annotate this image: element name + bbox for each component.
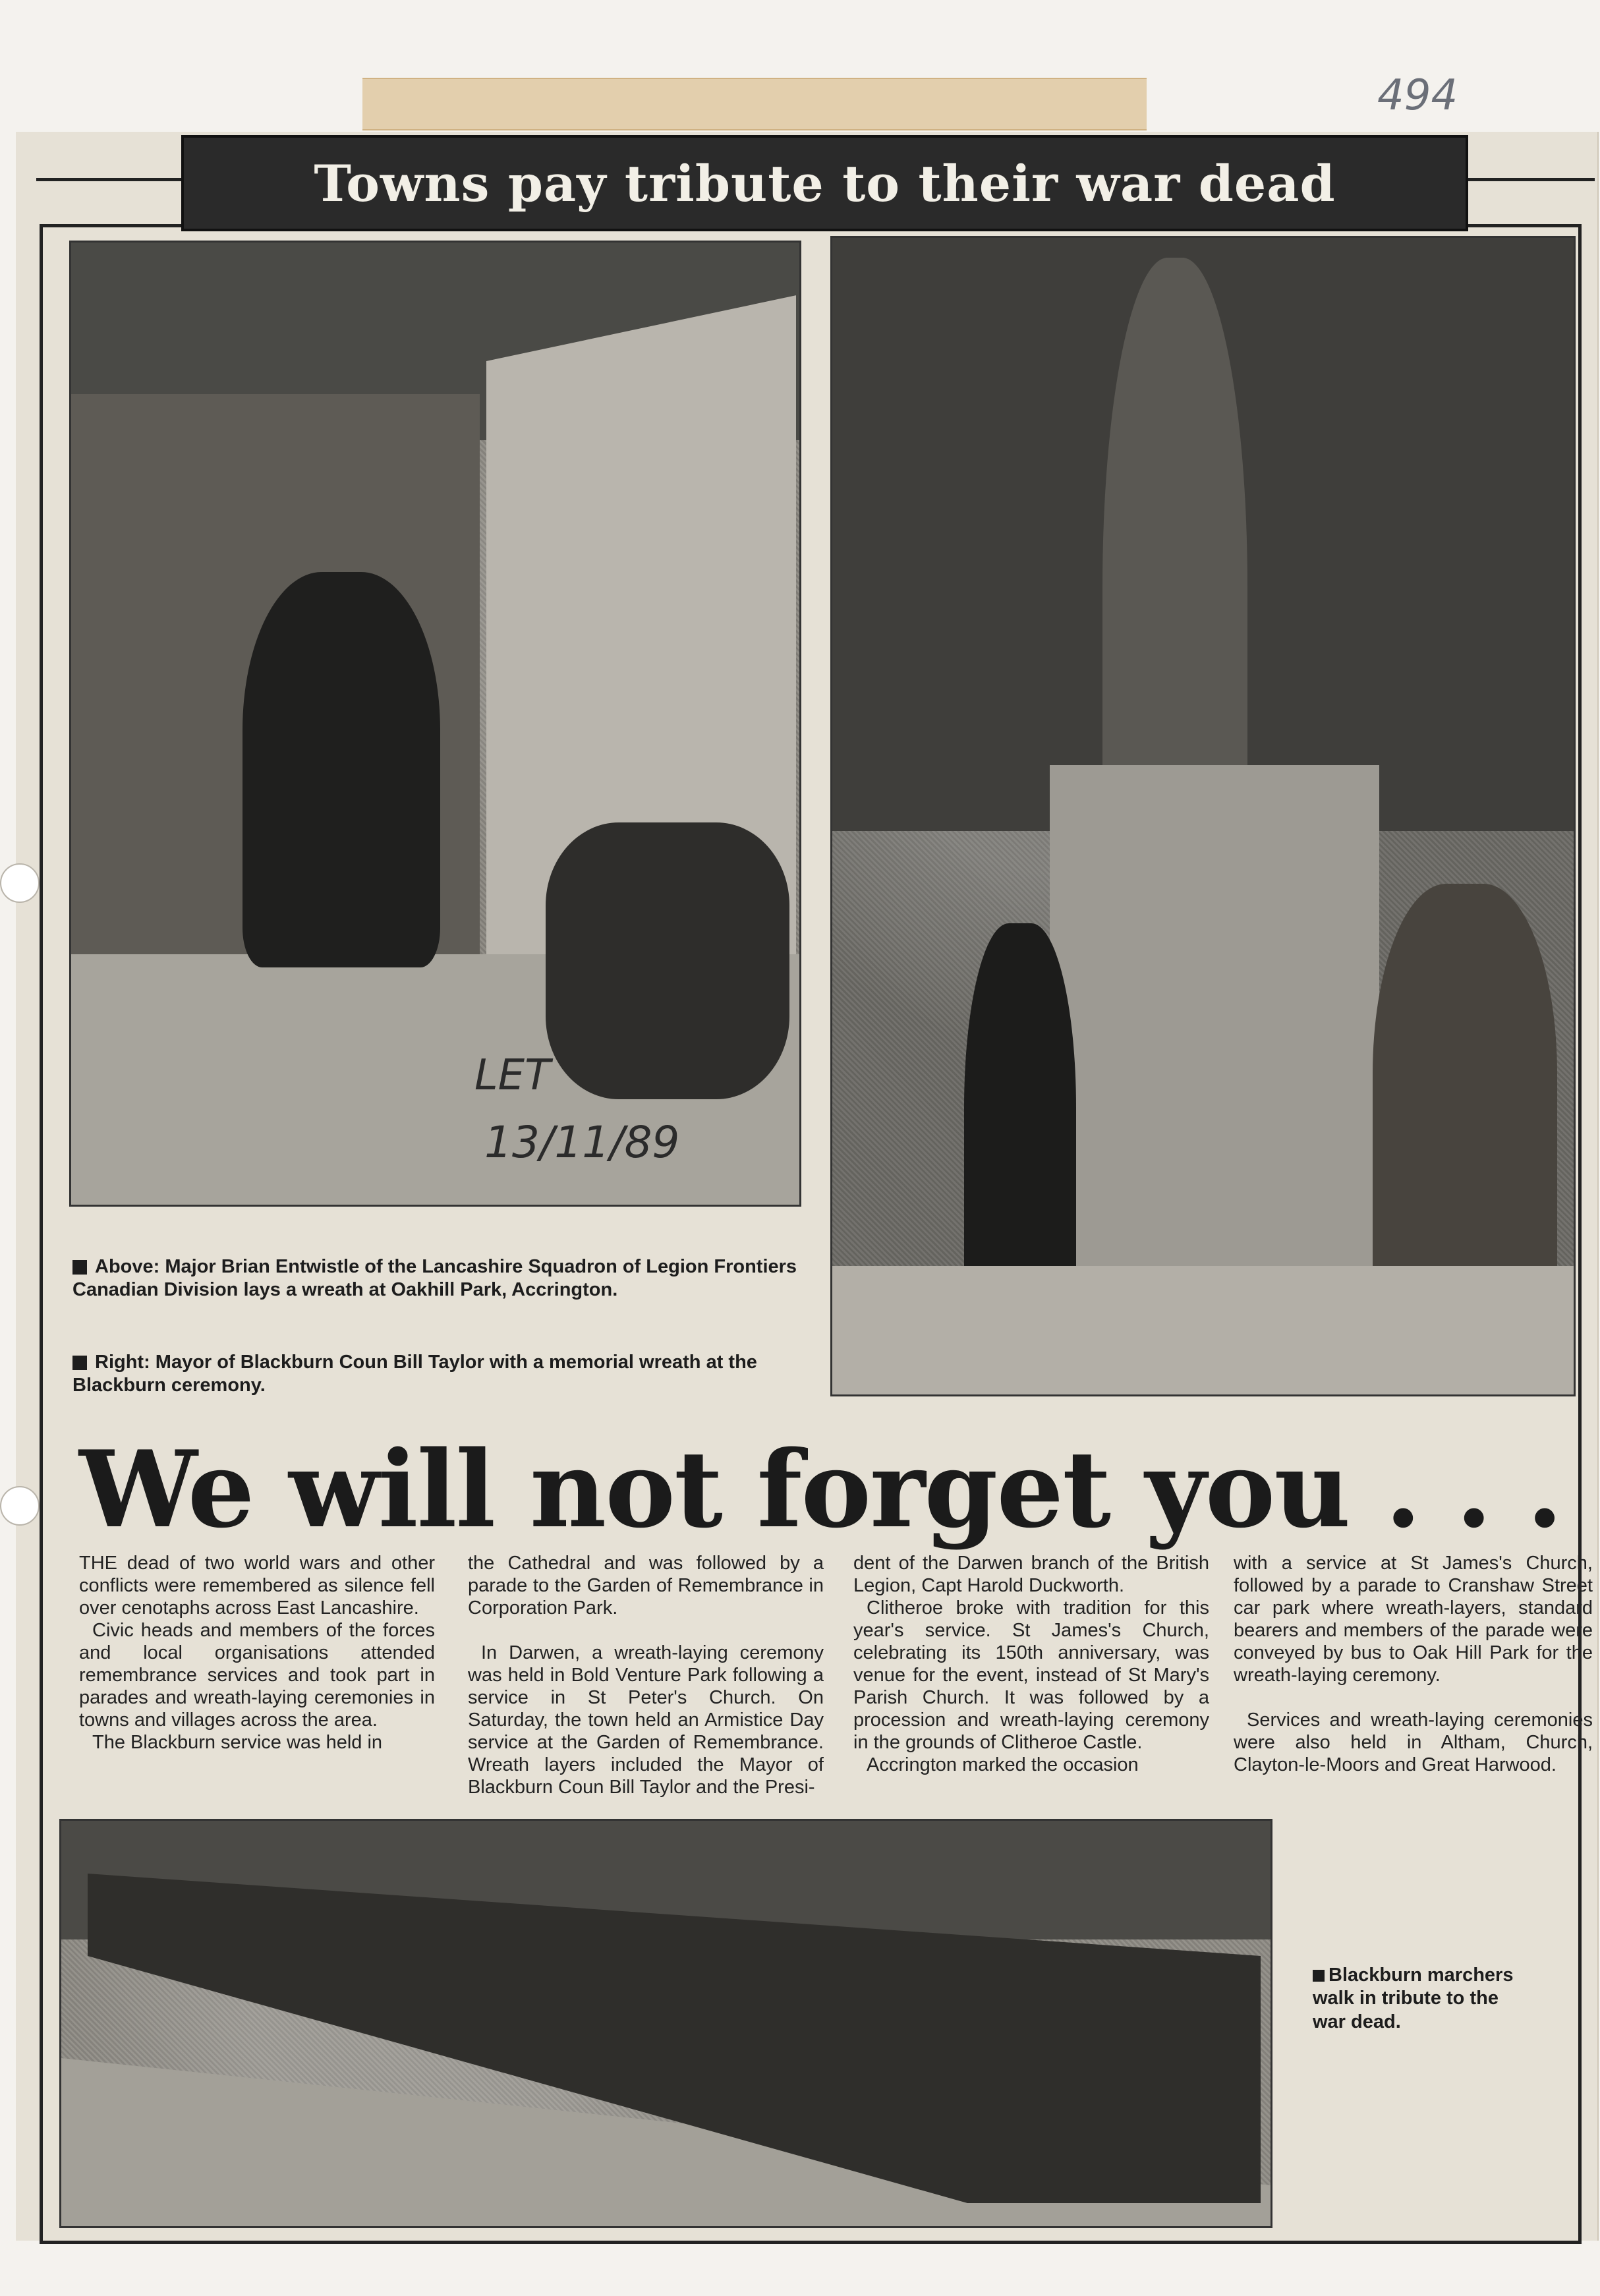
punch-hole-bottom xyxy=(0,1486,40,1526)
officer-figure xyxy=(243,572,440,967)
caption-bullet xyxy=(72,1356,87,1370)
caption-bottom: Blackburn marchers walk in tribute to the war dead. xyxy=(1313,1965,1514,2032)
wreaths xyxy=(546,822,789,1099)
headline-banner xyxy=(181,135,1468,231)
caption-right: Right: Mayor of Blackburn Coun Bill Taylor with a memorial wreath at the Blackburn ceremony. xyxy=(72,1352,757,1396)
caption-above: Above: Major Brian Entwistle of the Lancashire Squadron of Legion Frontiers Canadian Division lays a wreath at Oakhill Park, Accrington. xyxy=(72,1256,797,1301)
photo-marchers xyxy=(59,1819,1272,2228)
headline-text: Towns pay tribute to their war dead xyxy=(314,154,1336,213)
article-column-3: dent of the Darwen branch of the British Legion, Capt Harold Duckworth. Clitheroe broke with tradition for this year's service. St James's Church, celebrating its 150th anniversary, was venue for the event, instead of St Mary's Parish Church. It was followed by a procession and wreath-laying ceremony in the grounds of Clitheroe Castle. Accrington marked the occasion xyxy=(853,1553,1209,1775)
handwritten-date: 13/11/89 xyxy=(484,1117,680,1168)
adhesive-tape-strip xyxy=(362,78,1147,130)
handwritten-initials: LET xyxy=(474,1051,551,1100)
article-column-1: THE dead of two world wars and other conflicts were remembered as silence fell over cenotaphs across East Lancashire. Civic heads and members of the forces and local organisations attended remembrance services and took part in parades and wreath-laying ceremonies in towns and villages across the area. The Blackburn service was held in xyxy=(79,1553,435,1753)
photo-wreath-laying xyxy=(69,241,801,1207)
caption-bullet xyxy=(72,1260,87,1275)
caption-bullet xyxy=(1313,1970,1325,1982)
article-column-2: the Cathedral and was followed by a parade to the Garden of Remembrance in Corporation Park. In Darwen, a wreath-laying ceremony was held in Bold Venture Park following a service in St Peter's Church. On Saturday, the town held an Armistice Day service at the Garden of Remembrance. Wreath layers included the Mayor of Blackburn Coun Bill Taylor and the Presi- xyxy=(468,1553,824,1798)
photo-memorial-statue xyxy=(830,236,1576,1396)
article-column-4: with a service at St James's Church, followed by a parade to Cranshaw Street car park where wreath-layers, standard bearers and members of the parade were conveyed by bus to Oak Hill Park for the wreath-laying ceremony. Services and wreath-laying ceremonies were also held in Altham, Church, Clayton-le-Moors and Great Harwood. xyxy=(1234,1553,1593,1775)
page-number: 494 xyxy=(1377,71,1458,120)
punch-hole-top xyxy=(0,863,40,903)
statue-plinth xyxy=(1050,765,1379,1266)
steps xyxy=(832,1266,1574,1394)
article-title: We will not forget you . . . xyxy=(79,1427,1562,1551)
